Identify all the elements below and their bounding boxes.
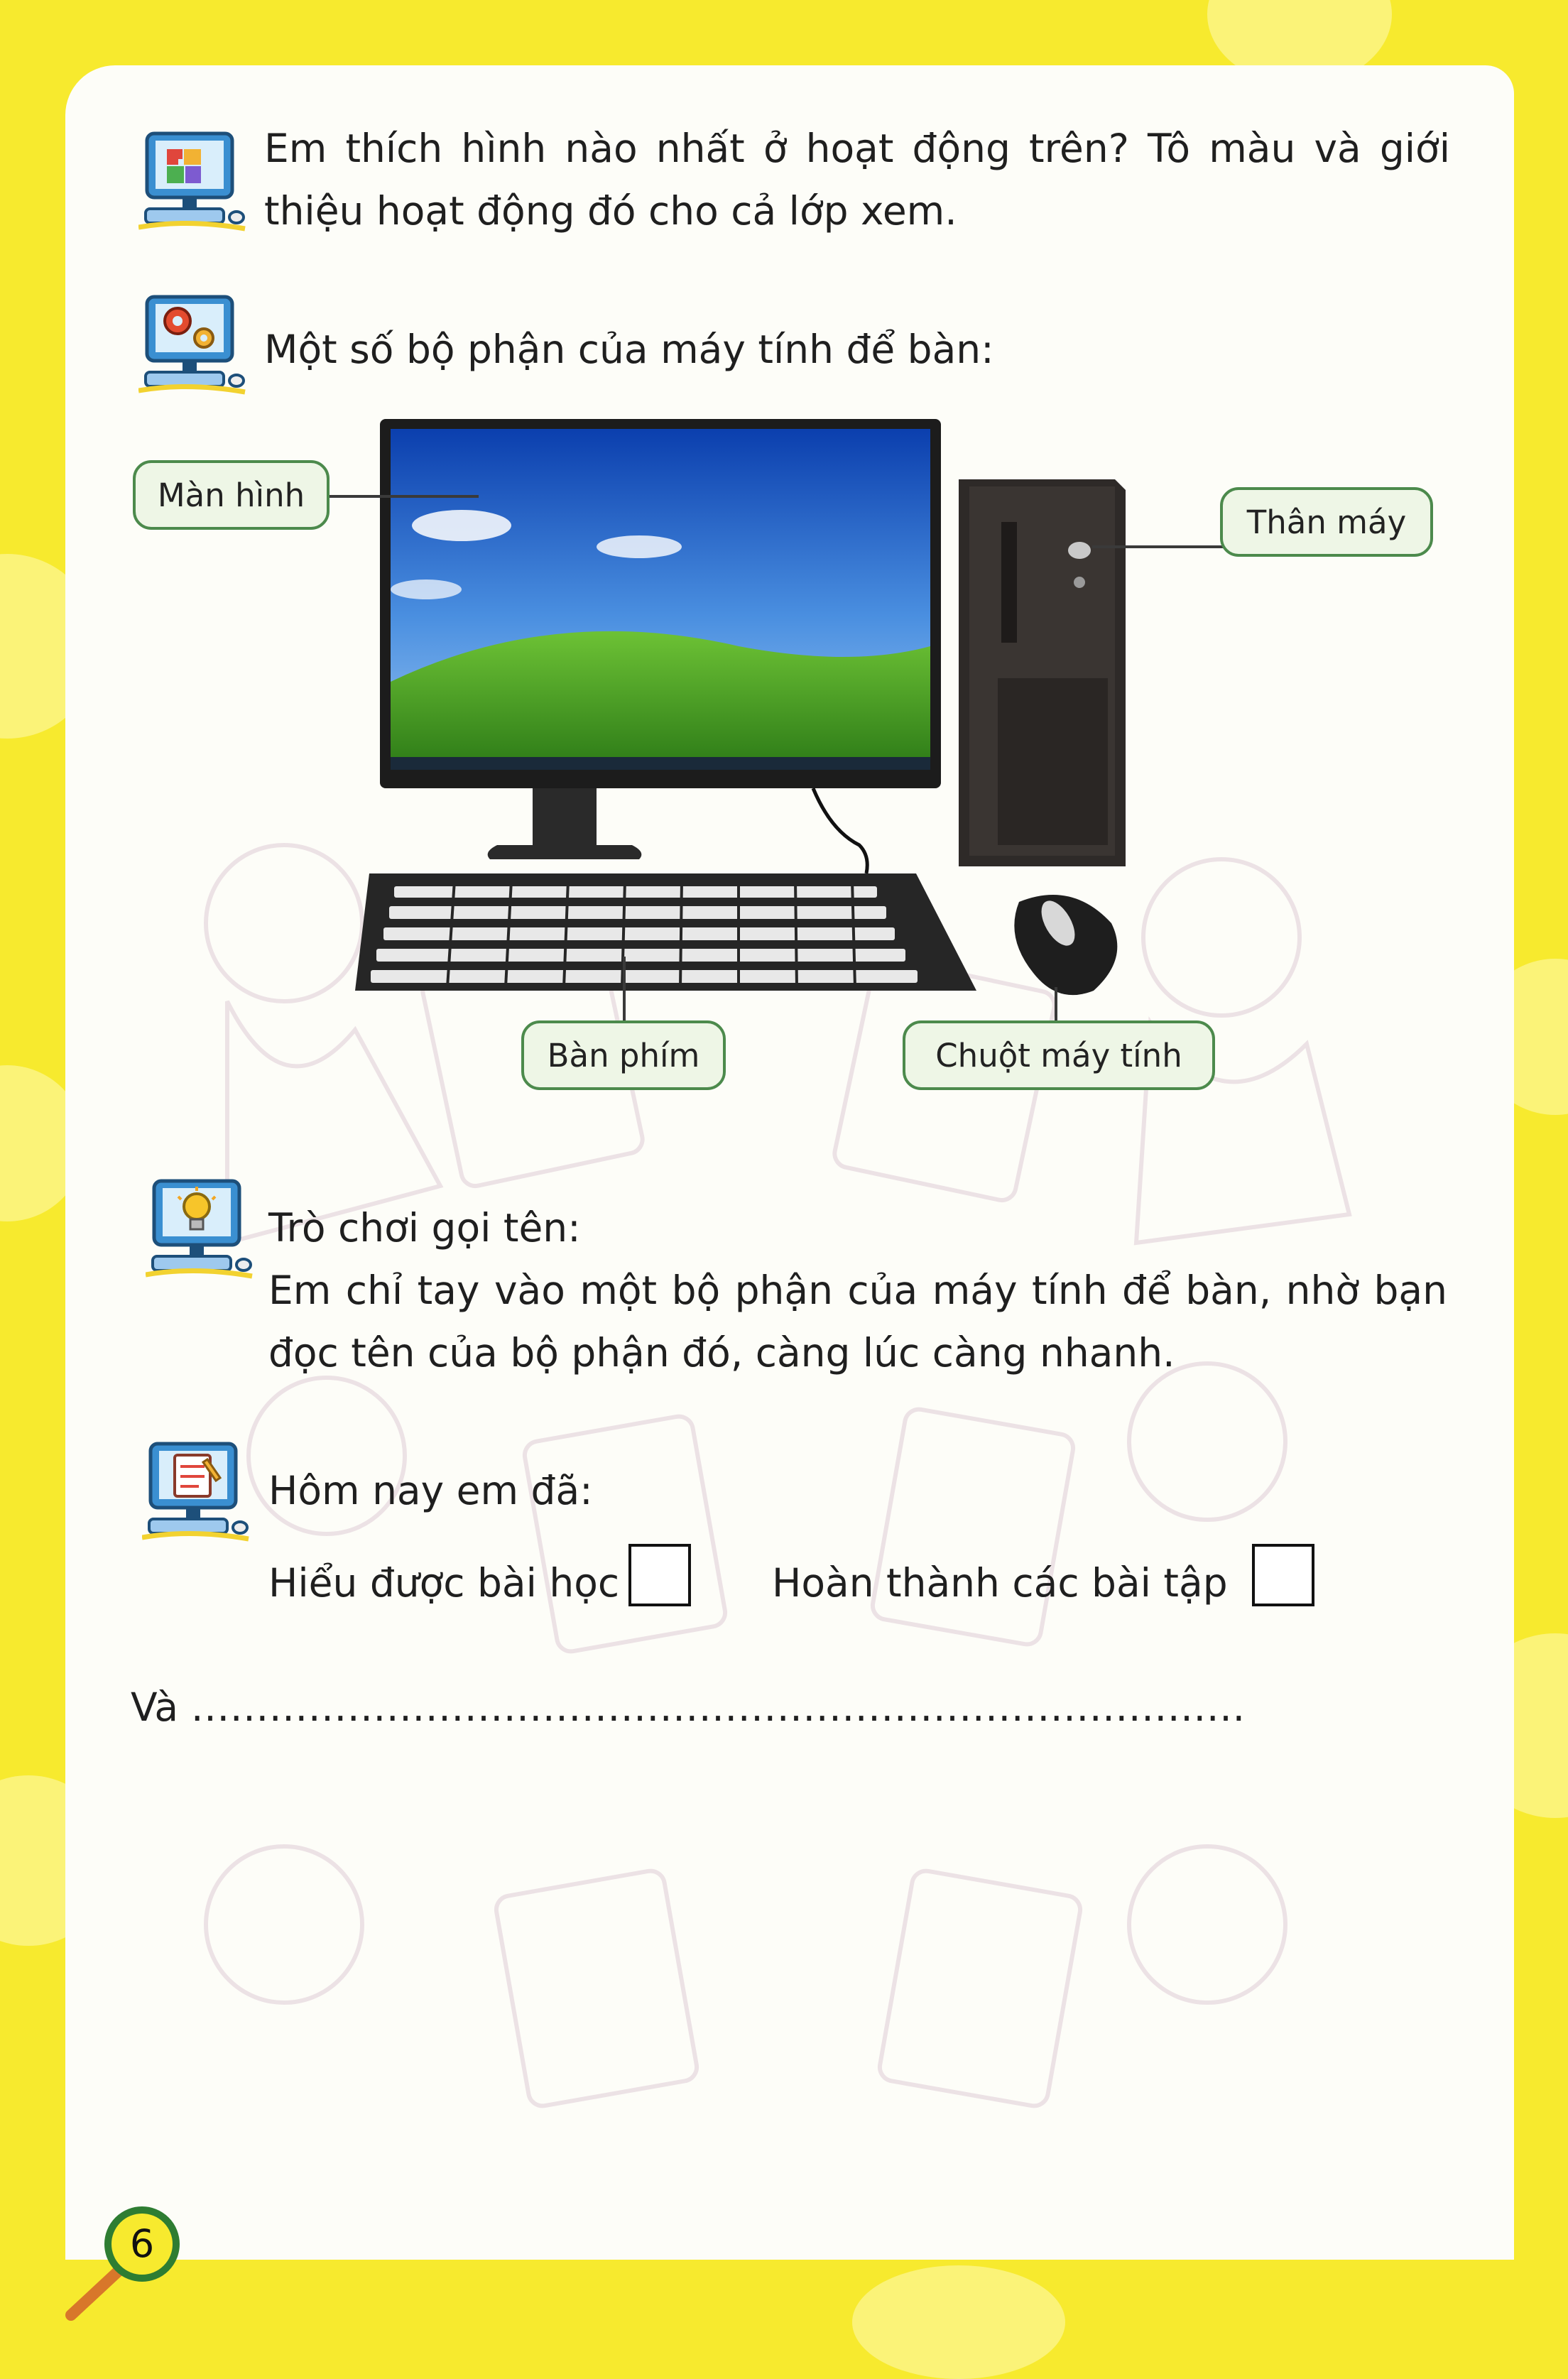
activity1-line1: Em thích hình nào nhất ở hoạt động trên? Tô màu và giới xyxy=(264,126,1450,171)
game-line2: đọc tên của bộ phận đó, càng lúc càng nhanh. xyxy=(268,1330,1175,1376)
page-number: 6 xyxy=(129,2221,155,2266)
label-monitor: Màn hình xyxy=(133,460,330,530)
activity2-text: Một số bộ phận của máy tính để bàn: xyxy=(264,327,994,372)
keyboard xyxy=(355,873,976,991)
label-keyboard: Bàn phím xyxy=(521,1020,726,1090)
label-computer-case: Thân máy xyxy=(1220,487,1433,557)
review-title: Hôm nay em đã: xyxy=(268,1468,593,1513)
activity1-line2: thiệu hoạt động đó cho cả lớp xem. xyxy=(264,188,957,234)
game-text xyxy=(268,1259,1447,1384)
lightbulb-computer-icon xyxy=(146,1175,259,1282)
completed-exercises-checkbox[interactable] xyxy=(1252,1544,1314,1606)
game-line1: Em chỉ tay vào một bộ phận của máy tính để bàn, nhờ bạn xyxy=(268,1268,1447,1313)
puzzle-computer-icon xyxy=(138,128,252,234)
and-fill-line[interactable]: Và ……………………………………………………………………… xyxy=(131,1684,1246,1730)
computer-case xyxy=(959,479,1126,866)
monitor xyxy=(380,419,941,859)
understood-lesson-checkbox[interactable] xyxy=(628,1544,691,1606)
desktop-computer-illustration xyxy=(341,412,1150,1008)
label-mouse: Chuột máy tính xyxy=(903,1020,1215,1090)
activity1-text xyxy=(264,117,1450,242)
gears-computer-icon xyxy=(138,291,252,398)
review-option1-label: Hiểu được bài học xyxy=(268,1560,620,1606)
checklist-computer-icon xyxy=(142,1438,256,1545)
review-option2-label: Hoàn thành các bài tập xyxy=(772,1560,1228,1606)
mouse xyxy=(1014,895,1117,995)
game-title: Trò chơi gọi tên: xyxy=(268,1205,581,1251)
